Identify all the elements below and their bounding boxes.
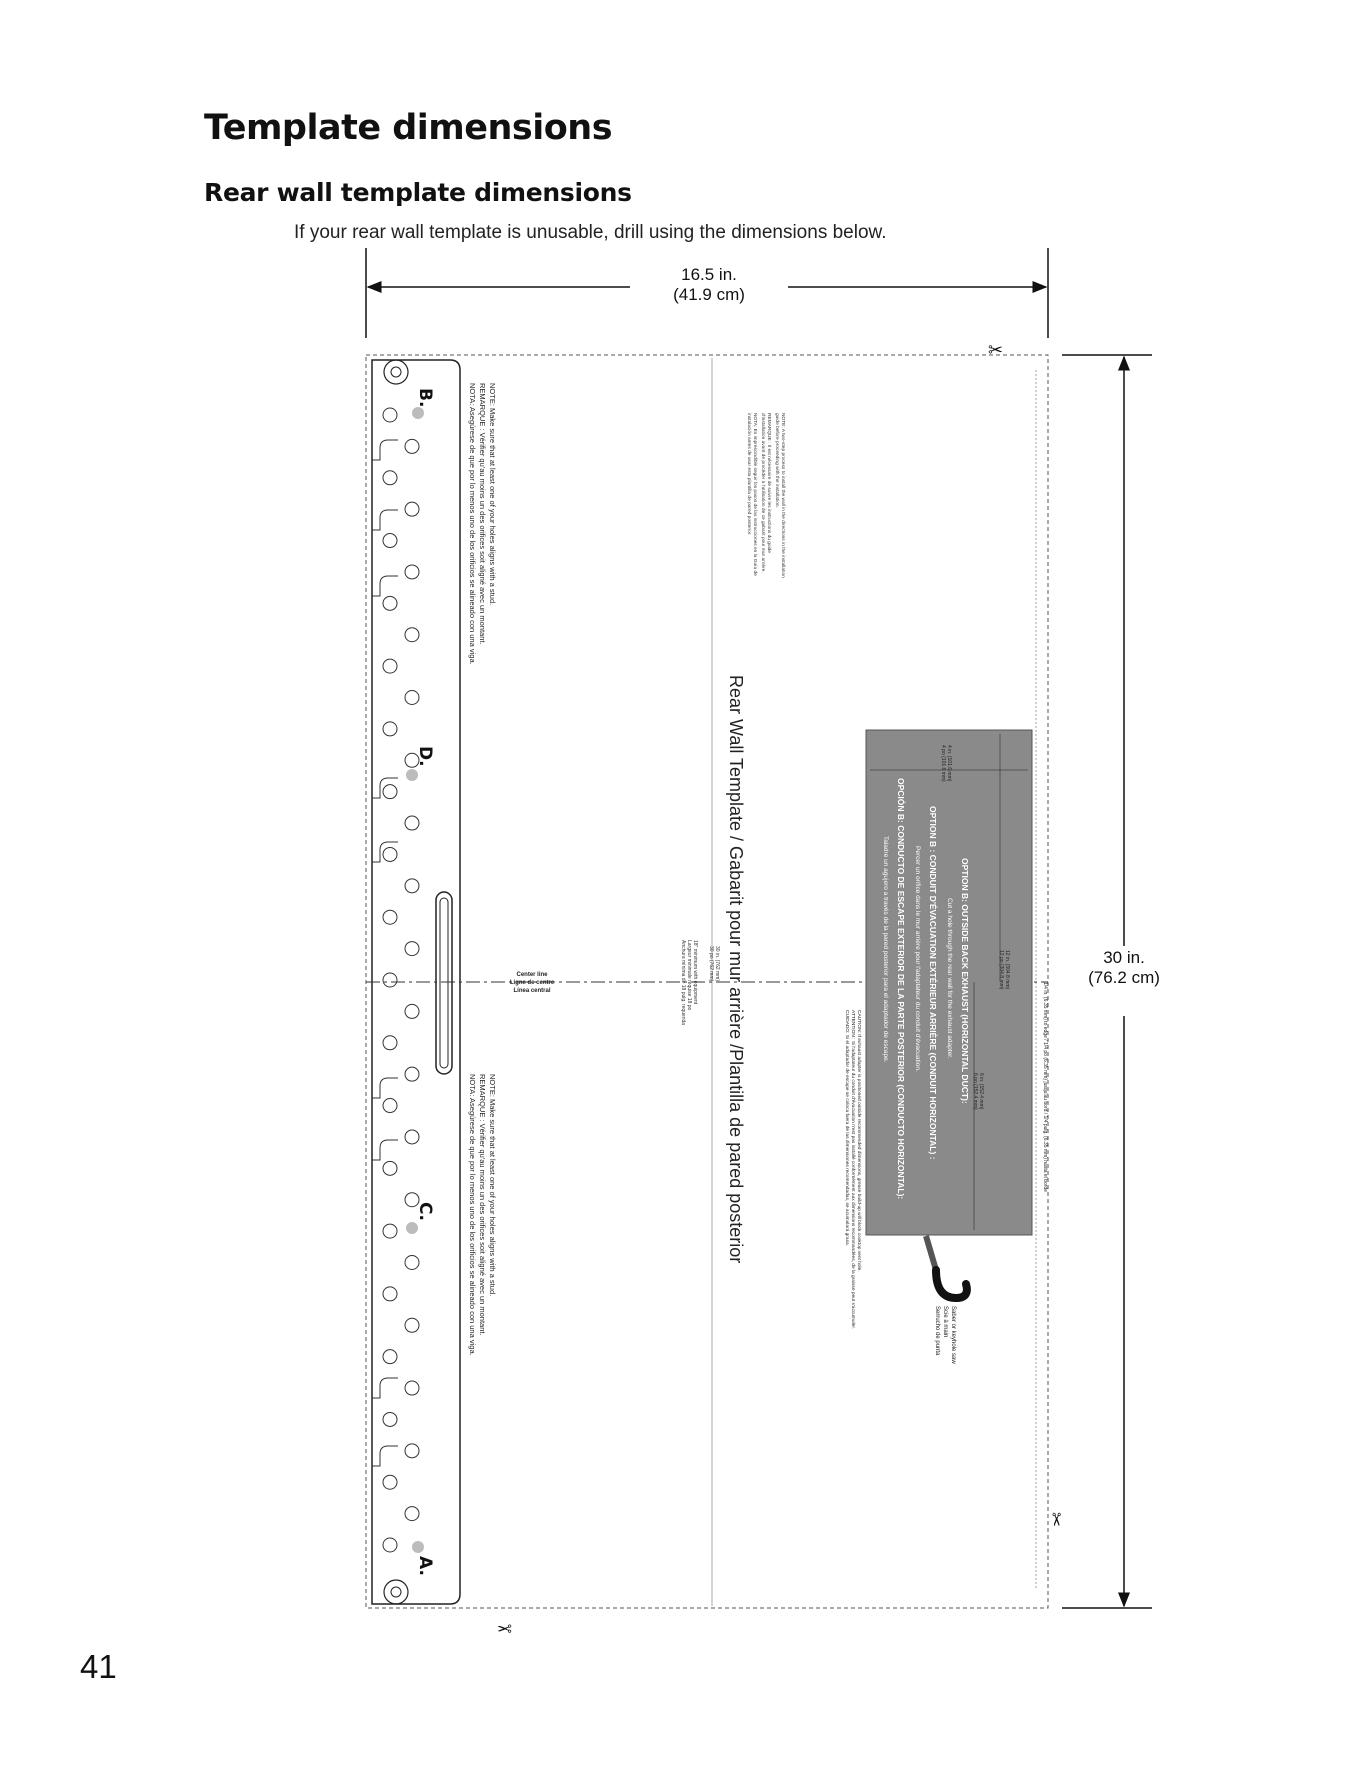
height-dimension-label — [1082, 948, 1166, 988]
mounting-hole — [383, 408, 397, 422]
height-inches: 30 in. — [1103, 948, 1145, 967]
mounting-hole — [405, 1381, 419, 1395]
stud-note-top — [468, 383, 497, 665]
mounting-hole — [383, 471, 397, 485]
svg-text:NOTA: Asegúrese de que por lo: NOTA: Asegúrese de que por lo menos uno de los orificios se alineado con una viga. — [468, 1074, 477, 1356]
mounting-hole — [405, 1444, 419, 1458]
svg-text:Anchura mínima de 18 pulg. req: Anchura mínima de 18 pulg. requerida — [680, 940, 686, 1026]
center-line-label — [510, 972, 555, 994]
svg-text:guide before proceeding with t: guide before proceeding with the installation. — [774, 413, 779, 508]
stud-note-bottom — [468, 1074, 497, 1356]
bracket-notch — [372, 576, 398, 596]
svg-text:Percer un orifice dans le mur: Percer un orifice dans le mur arrière pour l'adaptateur du conduit d'évacuation. — [914, 846, 921, 1072]
svg-text:4 po (101.6 mm): 4 po (101.6 mm) — [940, 745, 946, 782]
svg-text:18" minimum with equipment: 18" minimum with equipment — [692, 940, 698, 1005]
mounting-hole — [383, 1224, 397, 1238]
mounting-hole — [383, 1538, 397, 1552]
mounting-hole — [383, 722, 397, 736]
width-inches: 16.5 in. — [681, 265, 737, 284]
mounting-hole — [383, 1161, 397, 1175]
svg-text:Serrucho de punta: Serrucho de punta — [934, 1306, 940, 1356]
center-dims — [680, 940, 720, 1025]
svg-text:6 po (152.4 mm): 6 po (152.4 mm) — [972, 1073, 978, 1110]
mounting-hole — [383, 1350, 397, 1364]
saw-label — [934, 1306, 956, 1364]
mounting-hole — [383, 596, 397, 610]
mounting-hole — [383, 1099, 397, 1113]
svg-text:Center line: Center line — [516, 972, 548, 978]
mounting-hole — [383, 785, 397, 799]
svg-text:instalación antes de usar esta: instalación antes de usar esta plantilla de pared posterior. — [746, 413, 751, 536]
svg-text:✂: ✂ — [988, 340, 1004, 361]
intro-text: If your rear wall template is unusable, drill using the dimensions below. — [294, 222, 887, 243]
svg-text:REMARQUE : Vérifier qu'au moin: REMARQUE : Vérifier qu'au moins un des orifices soit aligné avec un montant. — [478, 383, 487, 645]
mounting-hole — [383, 910, 397, 924]
mounting-hole — [405, 1067, 419, 1081]
bracket-notch — [372, 1446, 398, 1466]
svg-text:ATTENTION : Si l'adaptateur du: ATTENTION : Si l'adaptateur du conduit d'évacuation n'est pas installé conformément aux dimensions recommandées, de la graisse peut s'accumuler. — [850, 1010, 855, 1329]
svg-text:NOTA: Es imprescindible seguir: NOTA: Es imprescindible seguir los pasos de las instrucciones en la Guía de — [752, 413, 757, 576]
mounting-hole — [383, 659, 397, 673]
svg-text:✂: ✂ — [1045, 1512, 1066, 1528]
page-title: Template dimensions — [204, 108, 613, 148]
mounting-hole — [405, 1318, 419, 1332]
mounting-hole — [405, 1004, 419, 1018]
svg-text:✂: ✂ — [496, 1617, 512, 1638]
edge-note — [1042, 982, 1048, 1192]
hole-label-a: A. — [415, 1556, 435, 1576]
svg-text:Taladre un agujero a través de: Taladre un agujero a través de la pared posterior para el adaptador de escape. — [882, 836, 889, 1063]
caution-text — [844, 1010, 862, 1329]
height-centimeters: (76.2 cm) — [1088, 968, 1160, 987]
svg-text:NOTE: A two-step process to in: NOTE: A two-step process to install the wall in the directions in the installation — [780, 413, 785, 578]
svg-text:OPCIÓN B: CONDUCTO DE ESCAPE E: OPCIÓN B: CONDUCTO DE ESCAPE EXTERIOR DE LA PARTE POSTERIOR (CONDUCTO HORIZONTAL): — [896, 778, 906, 1200]
hole-label-c: C. — [415, 1202, 435, 1221]
mounting-hole — [405, 1507, 419, 1521]
svg-text:NOTA: Asegúrese de que por lo: NOTA: Asegúrese de que por lo menos uno de los orificios se alineado con una viga. — [468, 383, 477, 665]
template-main-title — [726, 675, 746, 1263]
bracket-notch — [372, 510, 398, 530]
svg-text:30 in. (762 mm): 30 in. (762 mm) — [714, 946, 720, 982]
mounting-hole — [383, 1287, 397, 1301]
mounting-hole — [383, 1412, 397, 1426]
bracket-notch — [372, 1078, 398, 1098]
mounting-hole — [405, 942, 419, 956]
svg-text:Cut a hole through the rear wa: Cut a hole through the rear wall for the exhaust adapter. — [946, 898, 953, 1059]
section-title: Rear wall template dimensions — [204, 178, 632, 207]
svg-text:Saber or keyhole saw: Saber or keyhole saw — [950, 1306, 956, 1364]
template-main-title-text: Rear Wall Template / Gabarit pour mur arrière /Plantilla de pared posterior — [726, 675, 746, 1264]
mounting-hole — [405, 565, 419, 579]
saw-icon — [926, 1236, 967, 1298]
svg-text:4 in. (101.6 mm): 4 in. (101.6 mm) — [946, 745, 952, 782]
mounting-hole — [405, 879, 419, 893]
svg-text:Ligne de centre: Ligne de centre — [509, 980, 555, 986]
svg-text:Largeur minimale requise 18 po: Largeur minimale requise 18 po — [686, 940, 692, 1011]
mounting-hole — [383, 973, 397, 987]
width-dimension-label — [654, 265, 764, 305]
svg-text:d'installation avant de procéd: d'installation avant de procéder à l'utilisation de ce gabarit pour mur arrière. — [760, 413, 765, 573]
svg-text:REMARQUE : Vérifier qu'au moin: REMARQUE : Vérifier qu'au moins un des orifices soit aligné avec un montant. — [478, 1074, 487, 1336]
svg-text:30 po (762 mm): 30 po (762 mm) — [708, 946, 714, 982]
mounting-hole — [383, 1036, 397, 1050]
svg-text:NOTE: Make sure that at least: NOTE: Make sure that at least one of your holes aligns with a stud. — [488, 1074, 497, 1297]
page-number: 41 — [80, 1648, 117, 1685]
mounting-hole — [383, 847, 397, 861]
svg-text:12 in. (304.8 mm): 12 in. (304.8 mm) — [1004, 950, 1010, 990]
svg-text:CAUTION: If exhaust adapter is: CAUTION: If exhaust adapter is positioned outside recommended dimensions, grease build-up will block cooktop vent hole. — [856, 1010, 861, 1272]
mounting-hole — [405, 439, 419, 453]
svg-text:OPTION B: OUTSIDE BACK EXHAUST: OPTION B: OUTSIDE BACK EXHAUST (HORIZONTAL DUCT): — [960, 858, 970, 1104]
mounting-hole — [405, 691, 419, 705]
svg-text:CUIDADO: Si el adaptador de es: CUIDADO: Si el adaptador de escape se coloca fuera de las dimensiones recomendadas, se acumulará grasa. — [844, 1010, 849, 1246]
mounting-hole — [405, 502, 419, 516]
hole-dots — [406, 407, 424, 1553]
bracket-notch — [372, 778, 398, 798]
mounting-hole — [405, 1130, 419, 1144]
mounting-hole — [383, 1475, 397, 1489]
bracket-notch — [372, 1140, 398, 1160]
bracket-notch — [372, 1378, 398, 1398]
mounting-hole — [405, 816, 419, 830]
hole-label-d: D. — [415, 746, 435, 767]
svg-text:REMARQUE : Il est nécessaire d: REMARQUE : Il est nécessaire de suivre les instructions du guide — [766, 413, 771, 553]
mounting-hole — [405, 628, 419, 642]
svg-text:6 in. (152.4 mm): 6 in. (152.4 mm) — [978, 1073, 984, 1110]
svg-text:OPTION B : CONDUIT D'ÉVACUATIO: OPTION B : CONDUIT D'ÉVACUATION EXTÉRIEUR ARRIÈRE (CONDUIT HORIZONTAL) : — [928, 806, 938, 1160]
svg-text:1/4 in. (6.35 mm) to edge / 1/: 1/4 in. (6.35 mm) to edge / 1/4 po (6.35 mm) jusqu'au bord / 1/4 pulg. (6.35 mm) hasta el borde — [1042, 982, 1048, 1192]
side-note — [746, 413, 786, 578]
hole-label-b: B. — [415, 388, 435, 408]
width-centimeters: (41.9 cm) — [673, 285, 745, 304]
mounting-hole — [405, 1256, 419, 1270]
svg-text:NOTE: Make sure that at least: NOTE: Make sure that at least one of your holes aligns with a stud. — [488, 383, 497, 606]
mounting-hole — [383, 534, 397, 548]
bracket-notch — [372, 440, 398, 460]
svg-text:Línea central: Línea central — [513, 988, 551, 994]
svg-text:Scie à main: Scie à main — [942, 1306, 948, 1338]
svg-text:12 po (304.8 mm): 12 po (304.8 mm) — [998, 950, 1004, 990]
